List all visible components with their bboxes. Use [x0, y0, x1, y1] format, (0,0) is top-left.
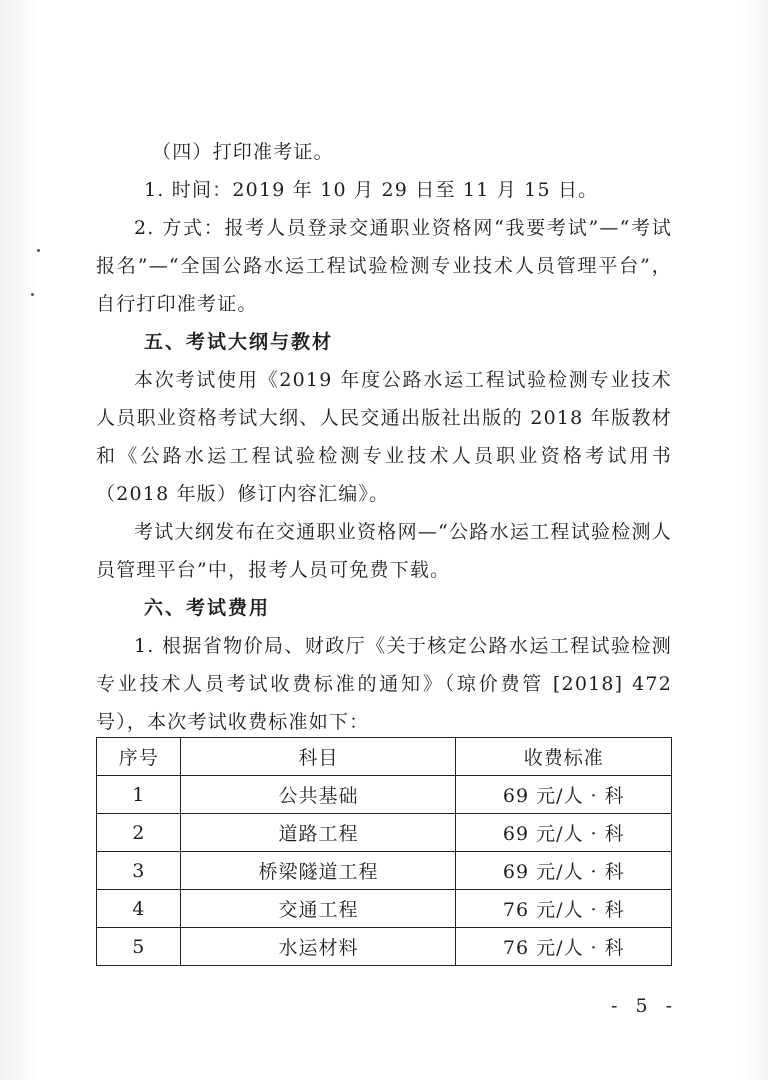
cell-fee: 76 元/人 · 科 — [456, 928, 672, 966]
cell-seq: 3 — [97, 852, 181, 890]
scan-speck — [37, 249, 40, 252]
cell-fee: 76 元/人 · 科 — [456, 890, 672, 928]
cell-fee: 69 元/人 · 科 — [456, 776, 672, 814]
table-row — [97, 852, 672, 890]
print-method-paragraph: 2. 方式：报考人员登录交通职业资格网“我要考试”—“考试报名”—“全国公路水运工程试验检测专业技术人员管理平台”，自行打印准考证。 — [96, 217, 672, 315]
cell-seq: 4 — [97, 890, 181, 928]
syllabus-paragraph: 本次考试使用《2019 年度公路水运工程试验检测专业技术人员职业资格考试大纲、人民交通出版社出版的 2018 年版教材和《公路水运工程试验检测专业技术人员职业资格考试用书（2018 年版）修订内容汇编》。 — [96, 369, 672, 505]
header-fee: 收费标准 — [456, 738, 672, 776]
fee-basis-paragraph: 1. 根据省物价局、财政厅《关于核定公路水运工程试验检测专业技术人员考试收费标准的通知》（琼价费管 [2018] 472 号），本次考试收费标准如下： — [96, 635, 672, 733]
section-6-heading: 六、考试费用 — [144, 597, 271, 619]
cell-subject: 交通工程 — [181, 890, 456, 928]
cell-seq: 2 — [97, 814, 181, 852]
cell-subject: 道路工程 — [181, 814, 456, 852]
page-number: - 5 - — [611, 995, 679, 1017]
cell-fee: 69 元/人 · 科 — [456, 852, 672, 890]
header-seq: 序号 — [97, 738, 181, 776]
cell-fee: 69 元/人 · 科 — [456, 814, 672, 852]
cell-seq: 5 — [97, 928, 181, 966]
section-5-heading: 五、考试大纲与教材 — [144, 331, 334, 353]
cell-subject: 水运材料 — [181, 928, 456, 966]
table-row — [97, 776, 672, 814]
table-row — [97, 890, 672, 928]
cell-seq: 1 — [97, 776, 181, 814]
print-time-paragraph: 1. 时间：2019 年 10 月 29 日至 11 月 15 日。 — [144, 179, 599, 201]
header-subject: 科目 — [181, 738, 456, 776]
table-row — [97, 814, 672, 852]
section-4-title: （四）打印准考证。 — [152, 141, 334, 163]
fee-table — [96, 737, 672, 966]
table-row — [97, 928, 672, 966]
syllabus-download-paragraph: 考试大纲发布在交通职业资格网—“公路水运工程试验检测人员管理平台”中，报考人员可免费下载。 — [96, 521, 672, 581]
fee-table-header-row — [97, 738, 672, 776]
cell-subject: 公共基础 — [181, 776, 456, 814]
cell-subject: 桥梁隧道工程 — [181, 852, 456, 890]
scan-speck — [31, 293, 34, 296]
